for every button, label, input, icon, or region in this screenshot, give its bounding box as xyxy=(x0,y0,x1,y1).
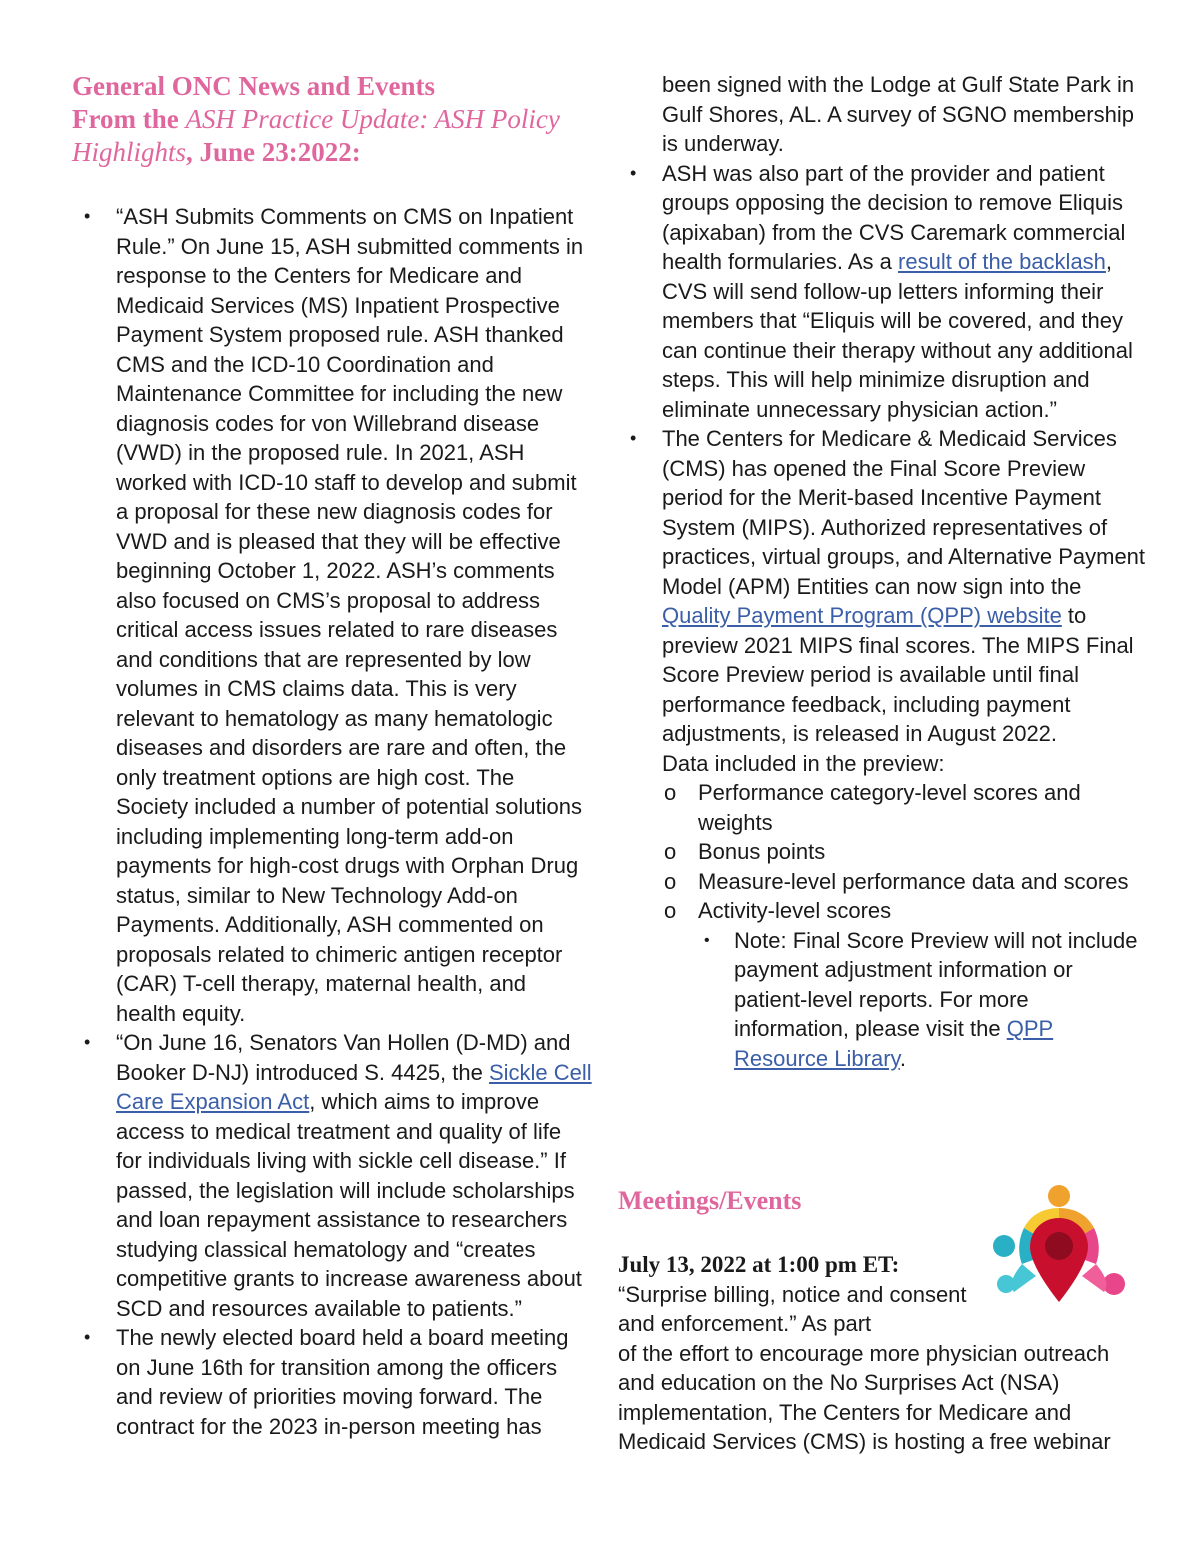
meeting-text: of the effort to encourage more physician outreach and education on the No Surprises Act (NSA) implementation, The Centers for Medicare and Medicaid Services (CMS) is hosting a free webinar xyxy=(618,1340,1111,1454)
item-text: ASH was also part of the provider and patient groups opposing the decision to remove Eliquis (apixaban) from the CVS Caremark commercial health formularies. As a xyxy=(662,160,1126,274)
preview-list xyxy=(662,778,1148,1073)
list-item xyxy=(72,202,592,1028)
item-text: Activity-level scores xyxy=(698,898,892,923)
list-item xyxy=(618,159,1148,425)
item-text: been signed with the Lodge at Gulf State Park in Gulf Shores, AL. A survey of SGNO membership is underway. xyxy=(662,72,1135,156)
list-item xyxy=(72,1323,592,1441)
preview-intro: Data included in the preview: xyxy=(662,750,945,776)
sickle-cell-act-link[interactable]: Sickle Cell Care Expansion Act xyxy=(116,1059,592,1114)
list-item xyxy=(618,424,1148,1073)
section-header xyxy=(72,70,592,169)
item-text: “ASH Submits Comments on CMS on Inpatient Rule.” On June 15, ASH submitted comments in response to the Centers for Medicare and Medicaid Services (MS) Inpatient Prospective Payment System proposed rule. ASH thanked CMS and the ICD-10 Coordination and Maintenance Committee for including the new diagnosis codes for von Willebrand disease (VWD) in the proposed rule. In 2021, ASH worked with ICD-10 staff to develop and submit a proposal for these new diagnosis codes for VWD and is pleased that they will be effective beginning October 1, 2022. ASH’s comments also focused on CMS’s proposal to address critical access issues related to rare diseases and conditions that are represented by low volumes in CMS claims data. This is very relevant to hematology as many hematologic diseases and disorders are rare and often, the only treatment options are high cost. The Society included a number of potential solutions including implementing long-term add-on payments for high-cost drugs with Orphan Drug status, similar to New Technology Add-on Payments. Additionally, ASH commented on proposals related to chimeric antigen receptor (CAR) T-cell therapy, maternal health, and health equity. xyxy=(116,204,584,1026)
item-text: “On June 16, Senators Van Hollen (D-MD) and Booker D-NJ) introduced S. 4425, the xyxy=(116,1030,571,1085)
list-item: o Bonus points xyxy=(662,837,1148,867)
header-source-line xyxy=(72,103,592,169)
left-column xyxy=(72,202,592,1441)
list-item: o Performance category-level scores and weights xyxy=(662,778,1148,837)
meetings-body xyxy=(618,1250,1148,1457)
item-text: to preview 2021 MIPS final scores. The MIPS Final Score Preview period is available until final performance feedback, including payment adjustments, is released in August 2022. xyxy=(662,603,1134,746)
news-list-right xyxy=(618,159,1148,1074)
list-item xyxy=(662,896,1148,1073)
item-text: , which aims to improve access to medical treatment and quality of life for individuals living with sickle cell disease.” If passed, the legislation will include scholarships and loan repayment assistance to researchers studying classical hematology and “creates competitive grants to increase awareness about SCD and resources available to patients.” xyxy=(116,1089,582,1321)
continued-text xyxy=(618,70,1148,159)
qpp-website-link[interactable]: Quality Payment Program (QPP) website xyxy=(662,603,1062,628)
meeting-date: July 13, 2022 at 1:00 pm ET: xyxy=(618,1252,900,1277)
backlash-link[interactable]: result of the backlash xyxy=(898,249,1106,274)
header-source: ASH Practice Update: ASH Policy Highlights xyxy=(72,104,560,167)
header-date: , June 23:2022: xyxy=(186,137,361,167)
item-text: Note: Final Score Preview will not include payment adjustment information or patient-level reports. For more information, please visit the xyxy=(734,927,1138,1041)
list-item: o Measure-level performance data and scores xyxy=(662,867,1148,897)
note-list xyxy=(698,926,1148,1074)
list-item xyxy=(72,1028,592,1323)
right-column xyxy=(618,70,1148,1073)
meetings-title: Meetings/Events xyxy=(618,1186,802,1215)
qpp-resource-library-link[interactable]: QPP Resource Library xyxy=(734,1016,1054,1071)
news-list-left xyxy=(72,202,592,1441)
item-text: The newly elected board held a board meeting on June 16th for transition among the officers and review of priorities moving forward. The contract for the 2023 in-person meeting has xyxy=(116,1325,569,1439)
meeting-text-narrow: “Surprise billing, notice and consent and enforcement.” As part xyxy=(618,1281,967,1336)
header-title: General ONC News and Events xyxy=(72,71,435,101)
header-from: From the xyxy=(72,104,186,134)
item-text: The Centers for Medicare & Medicaid Services (CMS) has opened the Final Score Preview period for the Merit-based Incentive Payment System (MIPS). Authorized representatives of practices, virtual groups, and Alternative Payment Model (APM) Entities can now sign into the xyxy=(662,426,1146,599)
note-item xyxy=(698,926,1148,1074)
item-text: . xyxy=(899,1045,907,1071)
item-text: , CVS will send follow-up letters informing their members that “Eliquis will be covered, and they can continue their therapy without any additional steps. This will help minimize disruption and eliminate unnecessary physician action.” xyxy=(662,249,1133,422)
